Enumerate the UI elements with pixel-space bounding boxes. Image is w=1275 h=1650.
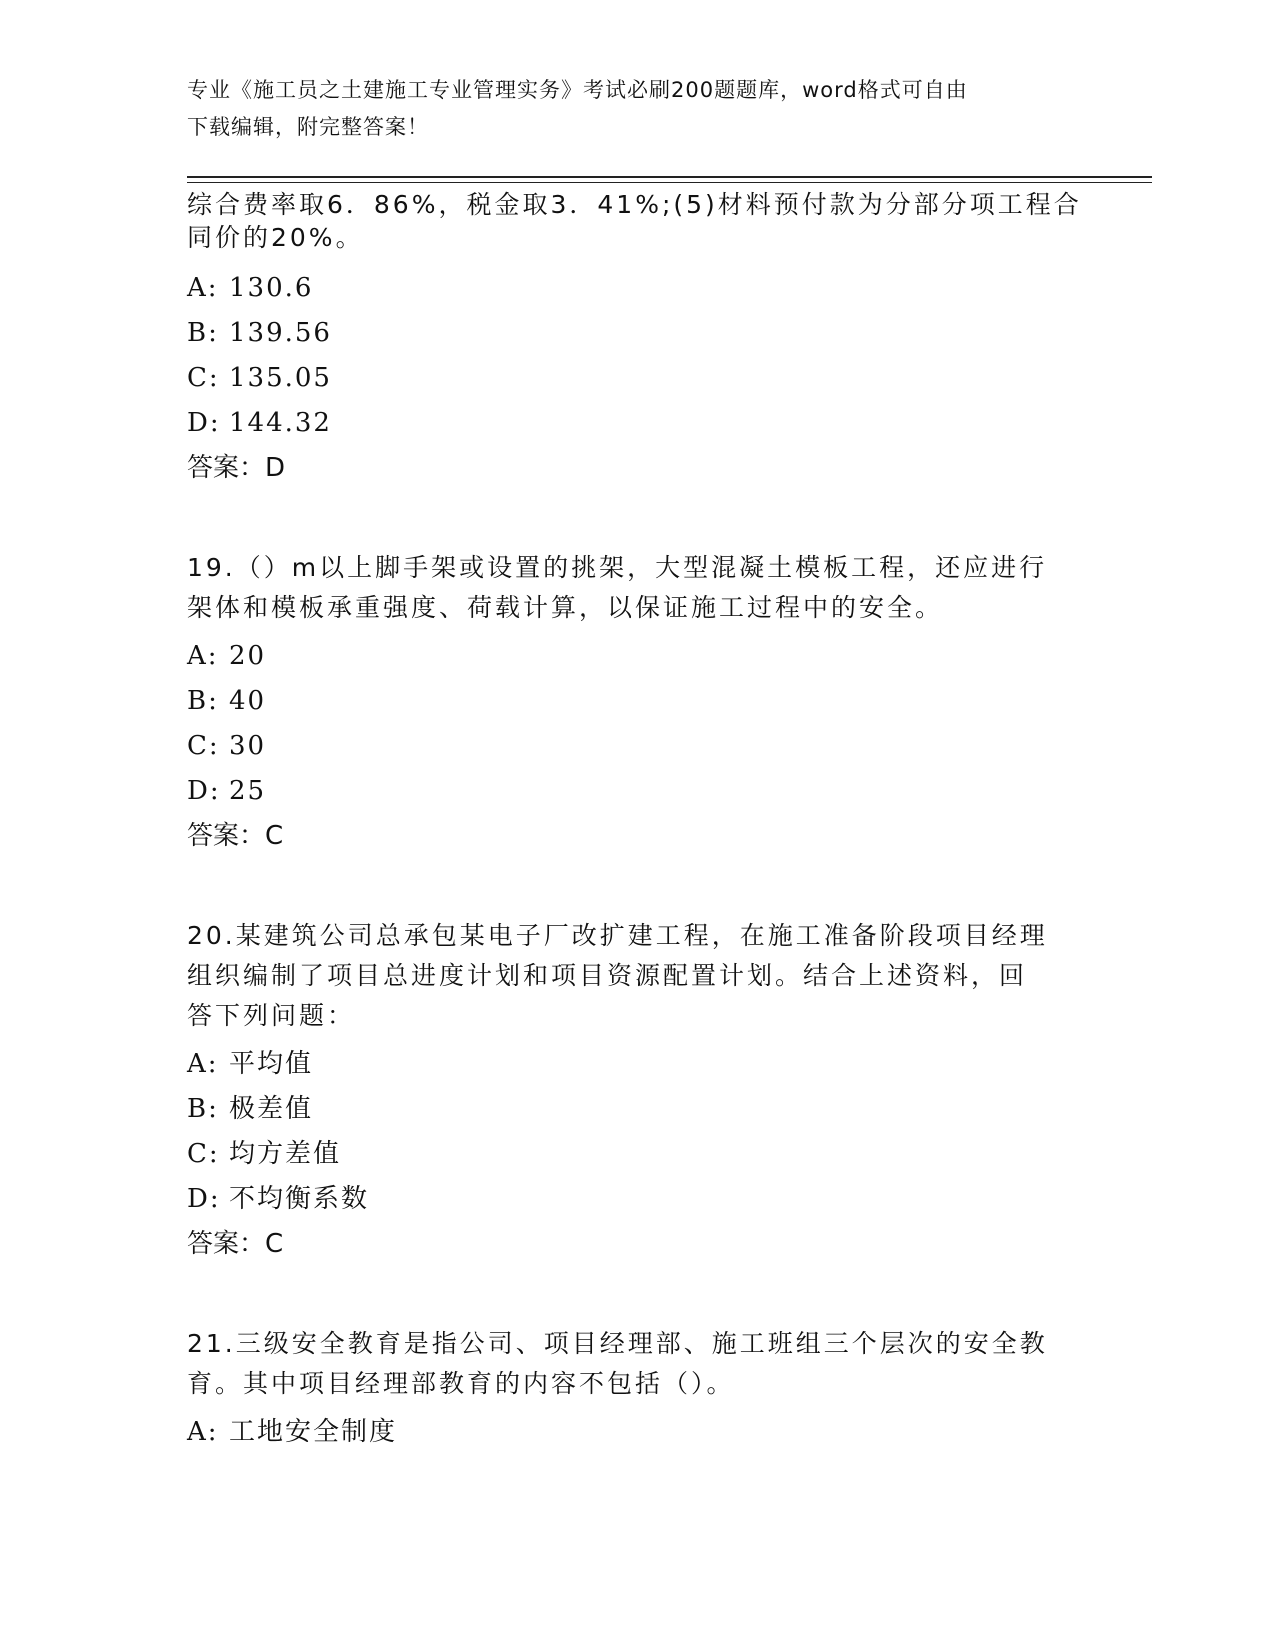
option-a: A: 工地安全制度 — [187, 1417, 398, 1447]
option-b: B: 极差值 — [187, 1094, 314, 1124]
option-d: D: 144.32 — [187, 408, 332, 438]
question-text-line: 架体和模板承重强度、荷载计算，以保证施工过程中的安全。 — [187, 593, 944, 622]
question-text-line: 同价的20%。 — [187, 223, 364, 252]
option-c: C: 135.05 — [187, 363, 332, 393]
question-text-line: 20.某建筑公司总承包某电子厂改扩建工程，在施工准备阶段项目经理 — [187, 921, 1048, 950]
document-body — [187, 188, 1087, 1455]
header-line-1: 专业《施工员之土建施工专业管理实务》考试必刷200题题库，word格式可自由 — [187, 78, 968, 102]
question-text-line: 21.三级安全教育是指公司、项目经理部、施工班组三个层次的安全教 — [187, 1329, 1048, 1358]
header-line-2: 下载编辑，附完整答案！ — [187, 115, 429, 139]
question-19 — [187, 548, 1087, 858]
option-b: B: 139.56 — [187, 318, 332, 348]
question-text-line: 组织编制了项目总进度计划和项目资源配置计划。结合上述资料，回 — [187, 961, 1028, 990]
header-divider — [187, 176, 1152, 178]
answer-line: 答案：D — [187, 453, 286, 483]
question-text-line: 育。其中项目经理部教育的内容不包括（）。 — [187, 1369, 735, 1398]
question-21 — [187, 1324, 1087, 1455]
option-b: B: 40 — [187, 686, 267, 716]
option-d: D: 25 — [187, 776, 267, 806]
question-text-line: 答下列问题： — [187, 1001, 356, 1030]
option-d: D: 不均衡系数 — [187, 1184, 370, 1214]
option-a: A: 20 — [187, 641, 267, 671]
option-a: A: 平均值 — [187, 1049, 314, 1079]
question-20 — [187, 916, 1087, 1266]
answer-line: 答案：C — [187, 1229, 284, 1259]
question-text-line: 综合费率取6．86%，税金取3．41%;(5)材料预付款为分部分项工程合 — [187, 190, 1082, 219]
option-a: A: 130.6 — [187, 273, 314, 303]
option-c: C: 均方差值 — [187, 1139, 342, 1169]
question-text-line: 19.（）m以上脚手架或设置的挑架，大型混凝土模板工程，还应进行 — [187, 553, 1048, 582]
header-divider-thin — [187, 182, 1152, 183]
question-18-continuation — [187, 188, 1087, 490]
option-c: C: 30 — [187, 731, 267, 761]
answer-line: 答案：C — [187, 821, 284, 851]
document-header — [187, 72, 1087, 146]
